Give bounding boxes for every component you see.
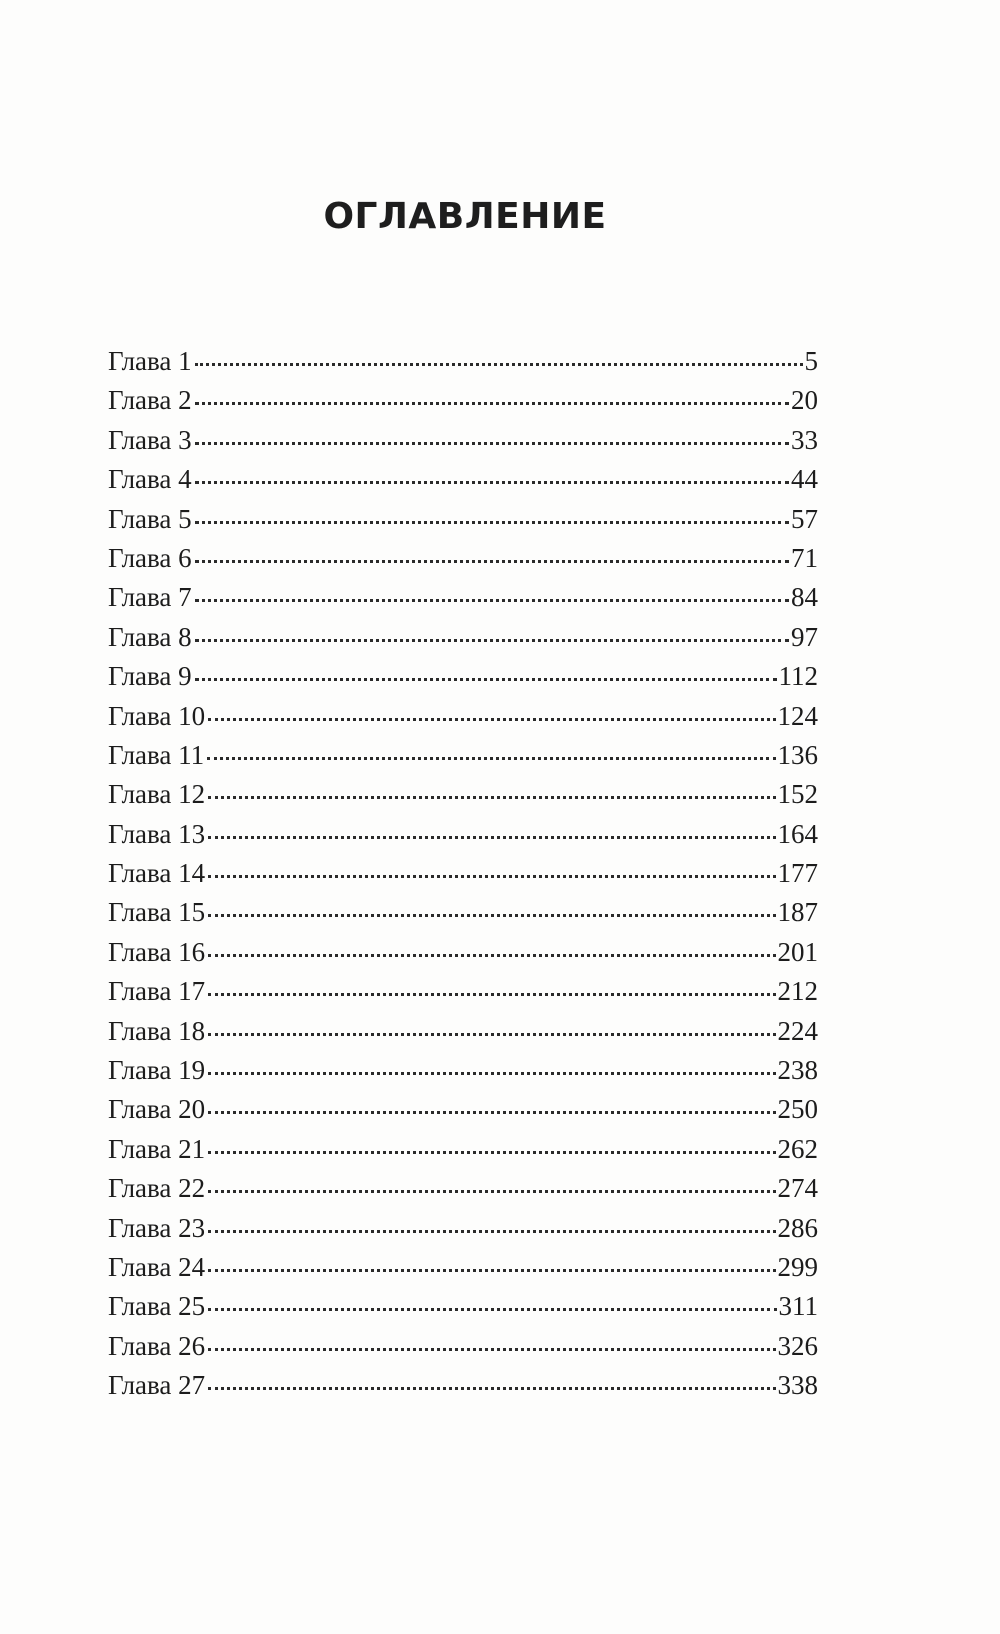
- page-number: 136: [777, 739, 818, 770]
- chapter-title: Глава 18: [108, 1015, 206, 1046]
- dot-leader: [195, 521, 789, 524]
- chapter-title: Глава 25: [108, 1291, 206, 1322]
- dot-leader: [208, 796, 775, 799]
- chapter-title: Глава 8: [108, 621, 192, 652]
- chapter-title: Глава 14: [108, 858, 206, 889]
- toc-entry: [108, 1331, 818, 1370]
- page-number: 124: [777, 700, 818, 731]
- toc-entry: [108, 346, 818, 385]
- chapter-title: Глава 24: [108, 1251, 206, 1282]
- chapter-title: Глава 26: [108, 1330, 206, 1361]
- chapter-title: Глава 6: [108, 542, 192, 573]
- chapter-title: Глава 12: [108, 779, 206, 810]
- page-number: 250: [777, 1094, 818, 1125]
- dot-leader: [195, 599, 789, 602]
- toc-entry: [108, 858, 818, 897]
- page-number: 97: [791, 621, 818, 652]
- toc-entry: [108, 1134, 818, 1173]
- dot-leader: [208, 1072, 775, 1075]
- toc-entry: [108, 582, 818, 621]
- toc-entry: [108, 1055, 818, 1094]
- dot-leader: [208, 1387, 775, 1390]
- dot-leader: [195, 363, 803, 366]
- toc-entry: [108, 779, 818, 818]
- chapter-title: Глава 11: [108, 739, 205, 770]
- dot-leader: [208, 836, 775, 839]
- page-number: 44: [791, 464, 818, 495]
- toc-entry: [108, 661, 818, 700]
- chapter-title: Глава 15: [108, 897, 206, 928]
- chapter-title: Глава 27: [108, 1370, 206, 1401]
- chapter-title: Глава 1: [108, 346, 192, 376]
- chapter-title: Глава 19: [108, 1055, 206, 1086]
- page-number: 212: [777, 976, 818, 1007]
- toc-entry: [108, 819, 818, 858]
- toc-entry: [108, 976, 818, 1015]
- page-number: 299: [777, 1251, 818, 1282]
- dot-leader: [208, 1151, 775, 1154]
- page-number: 238: [777, 1055, 818, 1086]
- toc-entry: [108, 740, 818, 779]
- page-number: 311: [778, 1291, 818, 1322]
- dot-leader: [208, 1348, 775, 1351]
- page-number: 224: [777, 1015, 818, 1046]
- page-number: 338: [777, 1370, 818, 1401]
- page-number: 286: [777, 1212, 818, 1243]
- chapter-title: Глава 21: [108, 1133, 206, 1164]
- toc-entry: [108, 1291, 818, 1330]
- dot-leader: [207, 757, 775, 760]
- page-number: 33: [791, 424, 818, 455]
- toc-entry: [108, 897, 818, 936]
- page-number: 5: [804, 346, 818, 376]
- chapter-title: Глава 22: [108, 1173, 206, 1204]
- toc-entry: [108, 1094, 818, 1133]
- toc-entry: [108, 543, 818, 582]
- page-number: 112: [778, 661, 818, 692]
- table-of-contents: [108, 346, 818, 1410]
- chapter-title: Глава 20: [108, 1094, 206, 1125]
- page-number: 71: [791, 542, 818, 573]
- toc-entry: [108, 622, 818, 661]
- chapter-title: Глава 17: [108, 976, 206, 1007]
- chapter-title: Глава 5: [108, 503, 192, 534]
- toc-entry: [108, 1370, 818, 1409]
- dot-leader: [208, 718, 775, 721]
- toc-entry: [108, 1213, 818, 1252]
- page-number: 201: [777, 936, 818, 967]
- chapter-title: Глава 10: [108, 700, 206, 731]
- page-number: 20: [791, 385, 818, 416]
- chapter-title: Глава 2: [108, 385, 192, 416]
- chapter-title: Глава 23: [108, 1212, 206, 1243]
- chapter-title: Глава 3: [108, 424, 192, 455]
- dot-leader: [208, 993, 775, 996]
- dot-leader: [208, 1190, 775, 1193]
- toc-entry: [108, 937, 818, 976]
- chapter-title: Глава 13: [108, 818, 206, 849]
- toc-entry: [108, 464, 818, 503]
- toc-entry: [108, 1173, 818, 1212]
- chapter-title: Глава 7: [108, 582, 192, 613]
- page-number: 262: [777, 1133, 818, 1164]
- page-number: 84: [791, 582, 818, 613]
- dot-leader: [208, 1308, 776, 1311]
- chapter-title: Глава 16: [108, 936, 206, 967]
- dot-leader: [208, 954, 775, 957]
- page-number: 152: [777, 779, 818, 810]
- dot-leader: [208, 1269, 775, 1272]
- dot-leader: [208, 914, 775, 917]
- dot-leader: [208, 1111, 775, 1114]
- dot-leader: [208, 1033, 775, 1036]
- toc-entry: [108, 1252, 818, 1291]
- page-number: 164: [777, 818, 818, 849]
- dot-leader: [195, 560, 789, 563]
- dot-leader: [195, 442, 789, 445]
- page-number: 187: [777, 897, 818, 928]
- dot-leader: [195, 481, 789, 484]
- dot-leader: [195, 639, 789, 642]
- toc-entry: [108, 425, 818, 464]
- dot-leader: [195, 678, 777, 681]
- page-number: 57: [791, 503, 818, 534]
- page-title: ОГЛАВЛЕНИЕ: [323, 196, 607, 238]
- page-number: 274: [777, 1173, 818, 1204]
- toc-entry: [108, 504, 818, 543]
- dot-leader: [208, 875, 775, 878]
- toc-entry: [108, 701, 818, 740]
- dot-leader: [208, 1230, 775, 1233]
- page-number: 326: [777, 1330, 818, 1361]
- chapter-title: Глава 9: [108, 661, 192, 692]
- page-number: 177: [777, 858, 818, 889]
- toc-entry: [108, 1016, 818, 1055]
- chapter-title: Глава 4: [108, 464, 192, 495]
- dot-leader: [195, 402, 789, 405]
- toc-entry: [108, 385, 818, 424]
